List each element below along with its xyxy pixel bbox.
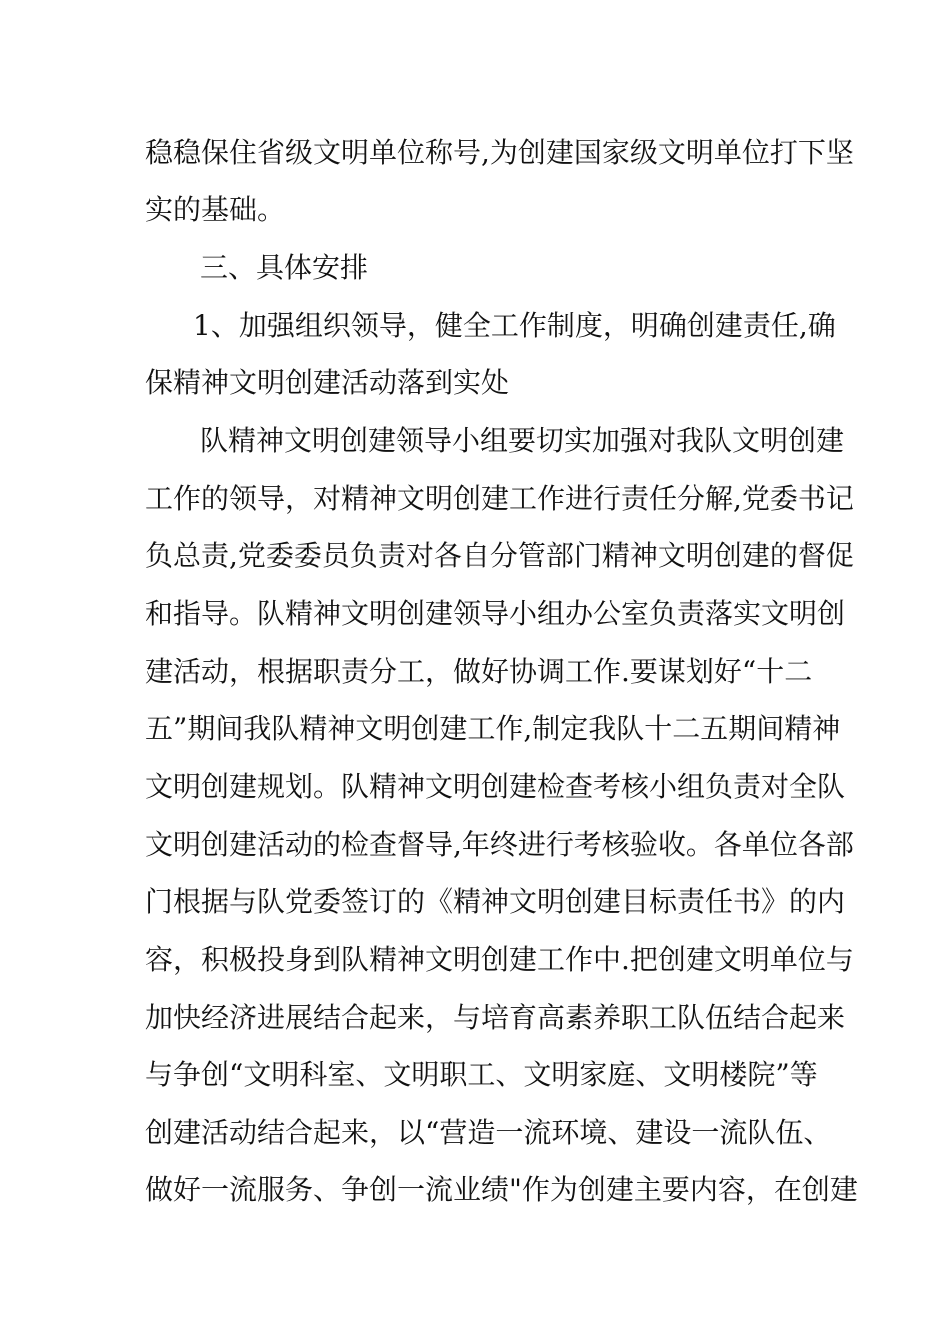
text-line: 加快经济进展结合起来，与培育高素养职工队伍结合起来 — [145, 1001, 846, 1034]
text-line: 稳稳保住省级文明单位称号,为创建国家级文明单位打下坚 — [145, 136, 854, 169]
text-line: 和指导。队精神文明创建领导小组办公室负责落实文明创 — [145, 597, 846, 630]
text-line: 五”期间我队精神文明创建工作,制定我队十二五期间精神 — [145, 712, 841, 745]
text-line: 工作的领导，对精神文明创建工作进行责任分解,党委书记 — [145, 482, 854, 515]
text-line: 文明创建规划。队精神文明创建检查考核小组负责对全队 — [145, 770, 846, 803]
text-line: 与争创“文明科室、文明职工、文明家庭、文明楼院”等 — [145, 1058, 818, 1091]
text-line: 实的基础。 — [145, 193, 286, 226]
subsection-heading-continued: 保精神文明创建活动落到实处 — [145, 366, 510, 399]
text-line: 门根据与队党委签订的《精神文明创建目标责任书》的内 — [145, 885, 846, 918]
text-line: 创建活动结合起来，以“营造一流环境、建设一流队伍、 — [145, 1116, 832, 1149]
section-heading: 三、具体安排 — [200, 251, 369, 284]
text-line: 负总责,党委委员负责对各自分管部门精神文明创建的督促 — [145, 539, 854, 572]
text-line: 建活动，根据职责分工，做好协调工作.要谋划好“十二 — [145, 655, 813, 688]
subsection-heading: 1、加强组织领导，健全工作制度，明确创建责任,确 — [193, 309, 836, 342]
text-line: 做好一流服务、争创一流业绩"作为创建主要内容，在创建 — [145, 1173, 858, 1206]
text-line: 文明创建活动的检查督导,年终进行考核验收。各单位各部 — [145, 828, 854, 861]
text-line: 容，积极投身到队精神文明创建工作中.把创建文明单位与 — [145, 943, 854, 976]
text-line: 队精神文明创建领导小组要切实加强对我队文明创建 — [200, 424, 845, 457]
